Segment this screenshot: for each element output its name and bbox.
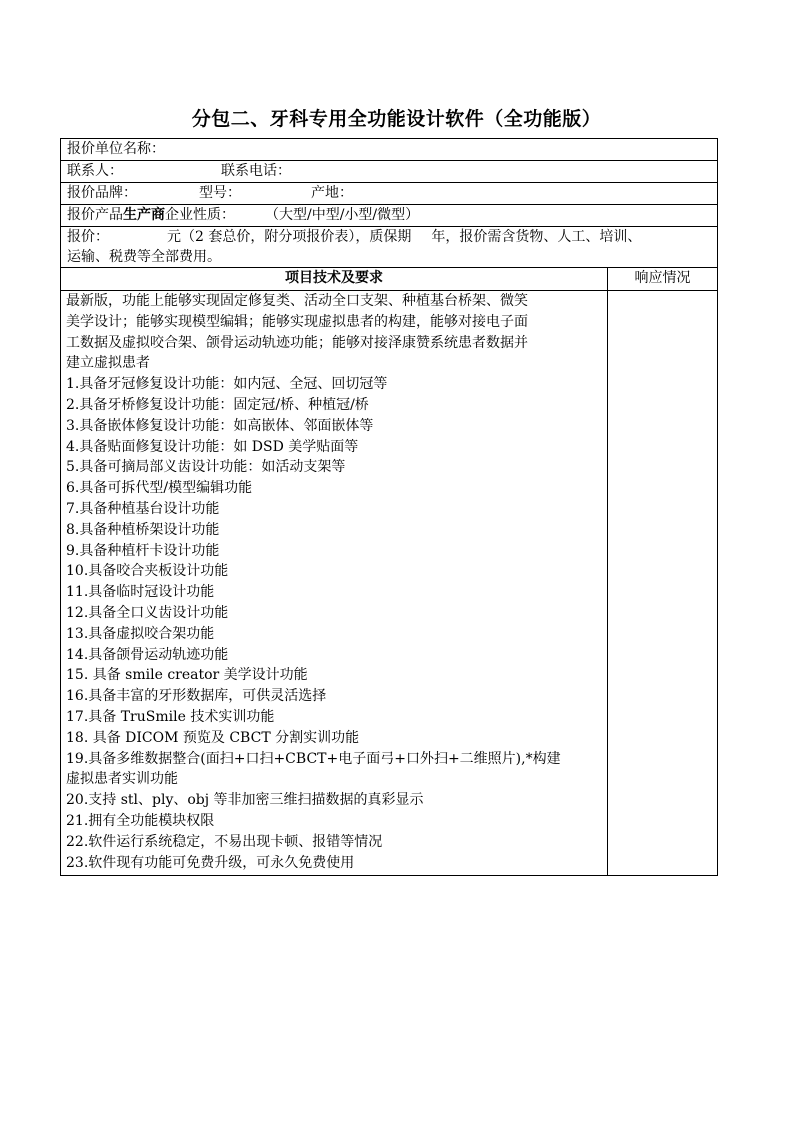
spec-item: 11.具备临时冠设计功能 [66, 584, 215, 601]
spec-item: 18. 具备 DICOM 预览及 CBCT 分割实训功能 [66, 729, 360, 746]
spec-item: 8.具备种植桥架设计功能 [66, 521, 220, 538]
producer-prefix: 报价产品 [67, 207, 123, 223]
producer-options: （大型/中型/小型/微型） [265, 207, 420, 223]
price-label: 报价： [67, 229, 109, 245]
spec-item: 5.具备可摘局部义齿设计功能：如活动支架等 [66, 459, 346, 476]
spec-item: 2.具备牙桥修复设计功能：固定冠/桥、种植冠/桥 [66, 396, 369, 413]
phone-label: 联系电话： [221, 163, 291, 179]
producer-bold: 生产商 [123, 207, 165, 223]
unit-name-label: 报价单位名称： [67, 141, 165, 157]
row-contact [61, 161, 717, 183]
spec-item: 7.具备种植基台设计功能 [66, 500, 220, 517]
spec-item: 3.具备嵌体修复设计功能：如高嵌体、邻面嵌体等 [66, 417, 374, 434]
spec-item: 14.具备颌骨运动轨迹功能 [66, 646, 229, 663]
requirements-column [61, 268, 608, 875]
brand-label: 报价品牌： [67, 185, 137, 201]
price-text-3: 运输、税费等全部费用。 [67, 249, 221, 265]
spec-item: 16.具备丰富的牙形数据库，可供灵活选择 [66, 688, 327, 705]
intro-line: 工数据及虚拟咬合架、颌骨运动轨迹功能；能够对接泽康赞系统患者数据并 [66, 334, 528, 351]
spec-item: 15. 具备 smile creator 美学设计功能 [66, 667, 308, 684]
producer-suffix: 企业性质： [165, 207, 235, 223]
row-price [61, 227, 717, 268]
spec-item: 10.具备咬合夹板设计功能 [66, 563, 229, 580]
spec-section [61, 268, 717, 875]
spec-item: 17.具备 TruSmile 技术实训功能 [66, 708, 275, 725]
response-column [608, 268, 717, 875]
spec-item: 6.具备可拆代型/模型编辑功能 [66, 480, 253, 497]
spec-item: 21.拥有全功能模块权限 [66, 812, 215, 829]
intro-line: 最新版，功能上能够实现固定修复类、活动全口支架、种植基台桥架、微笑 [66, 293, 528, 309]
spec-item: 20.支持 stl、ply、obj 等非加密三维扫描数据的真彩显示 [66, 792, 424, 809]
contact-label: 联系人： [67, 163, 123, 179]
spec-item: 虚拟患者实训功能 [66, 771, 178, 788]
spec-item: 1.具备牙冠修复设计功能：如内冠、全冠、回切冠等 [66, 376, 388, 393]
price-text-1: 元（2 套总价，附分项报价表），质保期 [167, 229, 412, 245]
requirements-header: 项目技术及要求 [61, 268, 607, 291]
price-text-2: 年，报价需含货物、人工、培训、 [431, 229, 642, 245]
intro-line: 美学设计；能够实现模型编辑；能够实现虚拟患者的构建，能够对接电子面 [66, 313, 528, 330]
spec-item: 4.具备贴面修复设计功能：如 DSD 美学贴面等 [66, 438, 359, 455]
document-title: 分包二、牙科专用全功能设计软件（全功能版） [191, 108, 602, 130]
row-brand [61, 183, 717, 205]
response-header: 响应情况 [608, 268, 717, 291]
spec-item: 23.软件现有功能可免费升级，可永久免费使用 [66, 854, 355, 871]
row-producer [61, 205, 717, 227]
intro-line: 建立虚拟患者 [66, 355, 150, 372]
model-label: 型号： [199, 185, 241, 201]
quotation-table [60, 138, 718, 876]
requirements-body [61, 291, 607, 875]
row-unit-name [61, 139, 717, 161]
spec-item: 19.具备多维数据整合(面扫+口扫+CBCT+电子面弓+口外扫+二维照片),*构建 [66, 750, 561, 767]
spec-item: 9.具备种植杆卡设计功能 [66, 542, 220, 559]
spec-item: 13.具备虚拟咬合架功能 [66, 625, 215, 642]
origin-label: 产地： [311, 185, 353, 201]
spec-item: 22.软件运行系统稳定，不易出现卡顿、报错等情况 [66, 833, 383, 850]
spec-item: 12.具备全口义齿设计功能 [66, 604, 229, 621]
